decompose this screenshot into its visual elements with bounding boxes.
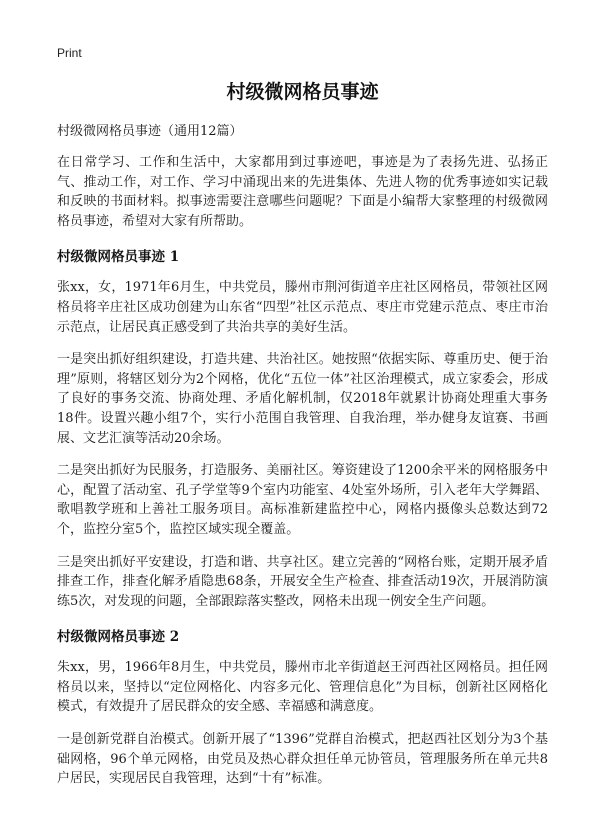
print-label[interactable]: Print <box>57 46 82 60</box>
section-2 <box>57 627 548 789</box>
body-paragraph: 张xx，女，1971年6月生，中共党员，滕州市荆河街道辛庄社区网格员，带领社区网格员将辛庄社区成功创建为山东省“四型”社区示范点、枣庄市党建示范点、枣庄市治示范点，让居民真正感受到了共治共享的美好生活。 <box>57 280 548 335</box>
body-paragraph: 朱xx，男，1966年8月生，中共党员，滕州市北辛街道赵王河西社区网格员。担任网格员以来，坚持以“定位网格化、内容多元化、管理信息化”为目标，创新社区网格化模式，有效提升了居民群众的安全感、幸福感和满意度。 <box>57 660 548 715</box>
section-1 <box>57 247 548 611</box>
document-subtitle: 村级微网格员事迹（通用12篇） <box>57 124 243 139</box>
body-paragraph: 一是突出抓好组织建设，打造共建、共治社区。她按照“依据实际、尊重历史、便于治理”原则，将辖区划分为2个网格，优化“五位一体”社区治理模式，成立家委会，形成了良好的事务交流、协商处理、矛盾化解机制，仅2018年就累计协商处理重大事务18件。设置兴趣小组7个，实行小范围自我管理、自我治理，举办健身友谊赛、书画展、文艺汇演等活动20余场。 <box>57 352 548 446</box>
intro-paragraph: 在日常学习、工作和生活中，大家都用到过事迹吧，事迹是为了表扬先进、弘扬正气、推动工作，对工作、学习中涌现出来的先进集体、先进人物的优秀事迹如实记载和反映的书面材料。拟事迹需要注意哪些问题呢？下面是小编帮大家整理的村级微网格员事迹，希望对大家有所帮助。 <box>57 155 548 229</box>
body-paragraph: 三是突出抓好平安建设，打造和谐、共享社区。建立完善的“网格台账，定期开展矛盾排查工作，排查化解矛盾隐患68条，开展安全生产检查、排查活动19次，开展消防演练5次，对发现的问题，全部跟踪落实整改，网格未出现一例安全生产问题。 <box>57 554 548 609</box>
body-paragraph: 二是突出抓好为民服务，打造服务、美丽社区。筹资建设了1200余平米的网格服务中心，配置了活动室、孔子学堂等9个室内功能室、4处室外场所，引入老年大学舞蹈、歌唱教学班和上善社工服务项目。高标准新建监控中心，网格内摄像头总数达到72个，监控分室5个，监控区域实现全覆盖。 <box>57 463 548 537</box>
document-title: 村级微网格员事迹 <box>226 81 379 103</box>
body-paragraph: 一是创新党群自治模式。创新开展了“1396”党群自治模式，把赵西社区划分为3个基础网格，96个单元网格，由党员及热心群众担任单元协管员，管理服务所在单元共8户居民，实现居民自我管理，达到“十有”标准。 <box>57 732 548 787</box>
section-heading: 村级微网格员事迹 1 <box>57 249 180 266</box>
section-heading: 村级微网格员事迹 2 <box>57 629 180 646</box>
